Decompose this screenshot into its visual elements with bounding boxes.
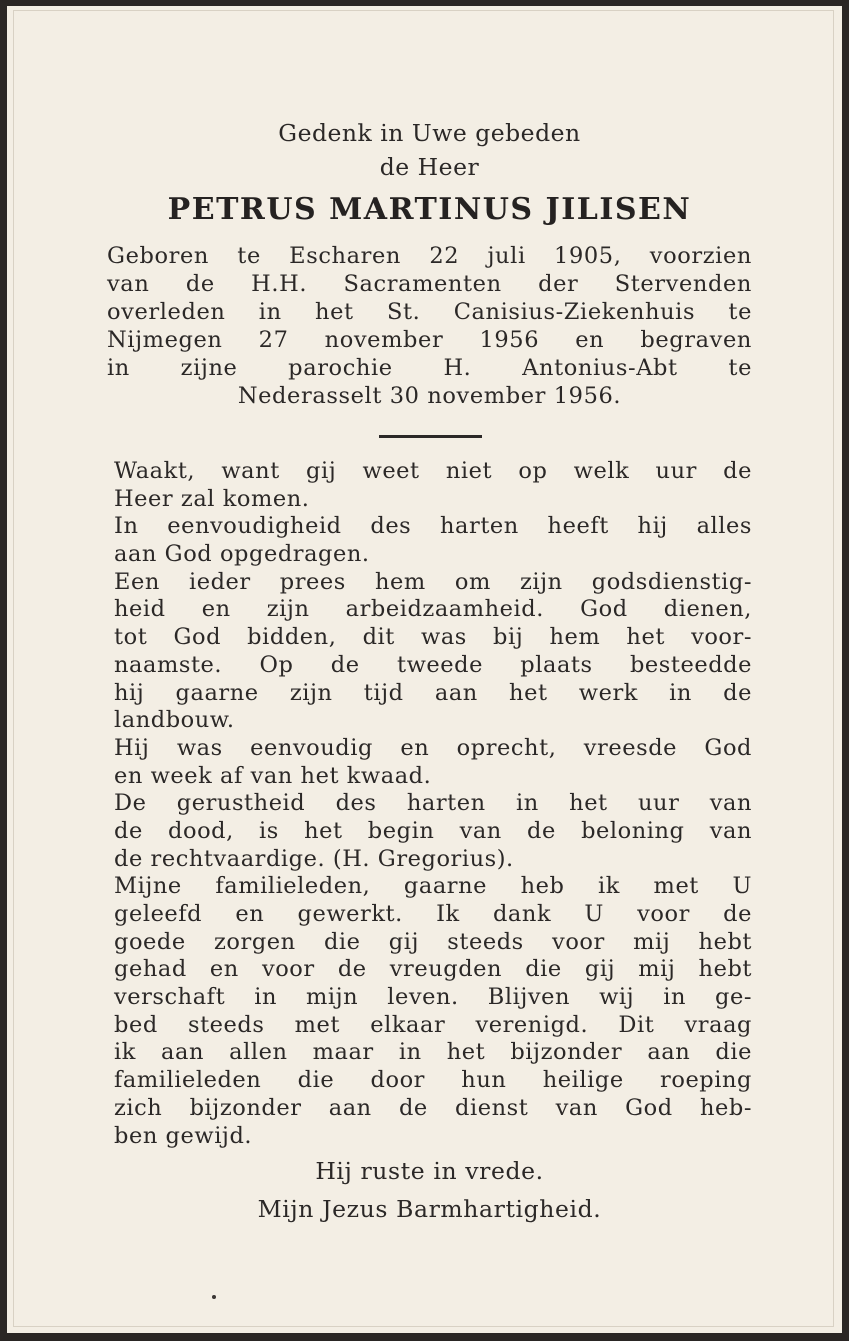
bio-line: van de H.H. Sacramenten der Stervenden bbox=[107, 271, 752, 297]
bio-line: Nederasselt 30 november 1956. bbox=[237, 383, 622, 409]
text-line: gehad en voor de vreugden die gij mij hebt bbox=[114, 956, 752, 983]
text-line: De gerustheid des harten in het uur van bbox=[114, 790, 752, 817]
bio-line: Geboren te Escharen 22 juli 1905, voorzien bbox=[107, 243, 752, 269]
text-line: landbouw. bbox=[114, 707, 235, 734]
text-line: geleefd en gewerkt. Ik dank U voor de bbox=[114, 901, 752, 927]
text-line: zich bijzonder aan de dienst van God heb- bbox=[114, 1094, 752, 1121]
text-line: goede zorgen die gij steeds voor mij hebt bbox=[114, 928, 752, 955]
text-line: de rechtvaardige. (H. Gregorius). bbox=[114, 845, 514, 872]
text-line: aan God opgedragen. bbox=[114, 541, 370, 568]
text-line: de dood, is het begin van de beloning van bbox=[114, 817, 752, 844]
biography bbox=[107, 242, 752, 410]
text-line: ik aan allen maar in het bijzonder aan die bbox=[114, 1039, 752, 1066]
bio-line: overleden in het St. Canisius-Ziekenhuis te bbox=[107, 299, 752, 325]
print-speck bbox=[212, 1295, 216, 1299]
text-line: naamste. Op de tweede plaats besteedde bbox=[114, 651, 752, 678]
bio-line: in zijne parochie H. Antonius-Abt te bbox=[107, 355, 752, 381]
intro-line-1: Gedenk in Uwe gebeden bbox=[278, 119, 581, 147]
text-line: en week af van het kwaad. bbox=[114, 762, 432, 789]
text-line: In eenvoudigheid des harten heeft hij alles bbox=[114, 513, 752, 540]
deceased-name: PETRUS MARTINUS JILISEN bbox=[167, 192, 692, 227]
text-line: Waakt, want gij weet niet op welk uur de bbox=[114, 458, 752, 484]
text-line: Heer zal komen. bbox=[114, 485, 310, 512]
text-line: ben gewijd. bbox=[114, 1122, 253, 1149]
text-line: Hij was eenvoudig en oprecht, vreesde God bbox=[114, 734, 752, 761]
text-line: tot God bidden, dit was bij hem het voor- bbox=[114, 624, 752, 651]
text-line: bed steeds met elkaar verenigd. Dit vraag bbox=[114, 1011, 752, 1038]
closing-line-1: Hij ruste in vrede. bbox=[315, 1157, 544, 1185]
text-line: hij gaarne zijn tijd aan het werk in de bbox=[114, 679, 752, 706]
text-line: familieleden die door hun heilige roeping bbox=[114, 1067, 752, 1094]
text-line: verschaft in mijn leven. Blijven wij in ge- bbox=[114, 984, 752, 1011]
bio-line: Nijmegen 27 november 1956 en begraven bbox=[107, 327, 752, 353]
text-line: heid en zijn arbeidzaamheid. God dienen, bbox=[114, 596, 752, 623]
closing-line-2: Mijn Jezus Barmhartigheid. bbox=[257, 1195, 602, 1223]
divider-rule bbox=[379, 435, 482, 438]
intro-line-2: de Heer bbox=[379, 153, 480, 181]
text-line: Een ieder prees hem om zijn godsdienstig- bbox=[114, 568, 752, 595]
text-line: Mijne familieleden, gaarne heb ik met U bbox=[114, 873, 752, 900]
memorial-text bbox=[114, 458, 752, 1150]
